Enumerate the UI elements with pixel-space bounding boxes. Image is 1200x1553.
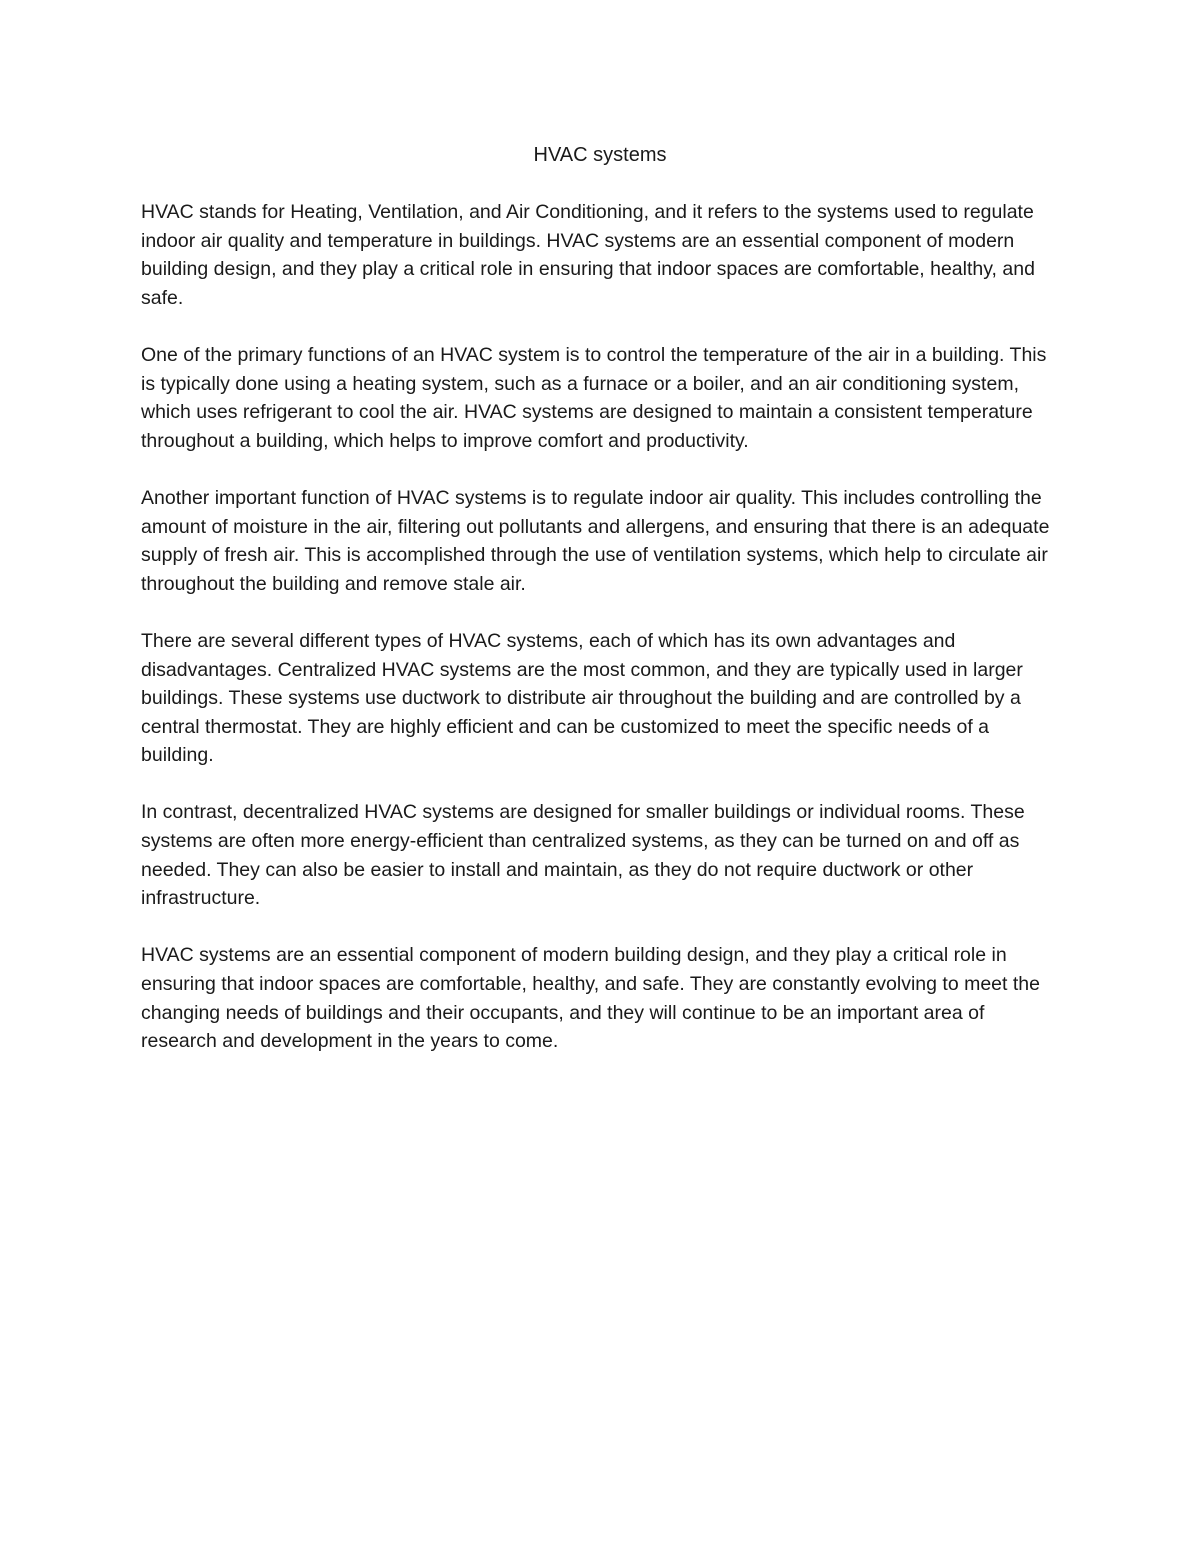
- paragraph-temperature: One of the primary functions of an HVAC system is to control the temperature of the air in a building. This is typically done using a heating system, such as a furnace or a boiler, and an air conditioning system, which uses refrigerant to cool the air. HVAC systems are designed to maintain a consistent temperature throughout a building, which helps to improve comfort and productivity.: [141, 343, 1047, 452]
- document-body: [141, 198, 1061, 1056]
- paragraph-centralized: There are several different types of HVAC systems, each of which has its own advantages and disadvantages. Centralized HVAC systems are the most common, and they are typically used in larger buildings. These systems use ductwork to distribute air throughout the building and are controlled by a central thermostat. They are highly efficient and can be customized to meet the specific needs of a building.: [141, 629, 1023, 767]
- paragraph-decentralized: In contrast, decentralized HVAC systems are designed for smaller buildings or individual rooms. These systems are often more energy-efficient than centralized systems, as they can be turned on and off as needed. They can also be easier to install and maintain, as they do not require ductwork or other infrastructure.: [141, 801, 1025, 910]
- paragraph-intro: HVAC stands for Heating, Ventilation, and Air Conditioning, and it refers to the systems used to regulate indoor air quality and temperature in buildings. HVAC systems are an essential component of modern building design, and they play a critical role in ensuring that indoor spaces are comfortable, healthy, and safe.: [141, 201, 1035, 309]
- document-title: HVAC systems: [533, 144, 667, 166]
- paragraph-conclusion: HVAC systems are an essential component of modern building design, and they play a critical role in ensuring that indoor spaces are comfortable, healthy, and safe. They are constantly evolving to meet the changing needs of buildings and their occupants, and they will continue to be an important area of research and development in the years to come.: [141, 944, 1040, 1053]
- paragraph-air-quality: Another important function of HVAC systems is to regulate indoor air quality. This includes controlling the amount of moisture in the air, filtering out pollutants and allergens, and ensuring that there is an adequate supply of fresh air. This is accomplished through the use of ventilation systems, which help to circulate air throughout the building and remove stale air.: [141, 486, 1050, 595]
